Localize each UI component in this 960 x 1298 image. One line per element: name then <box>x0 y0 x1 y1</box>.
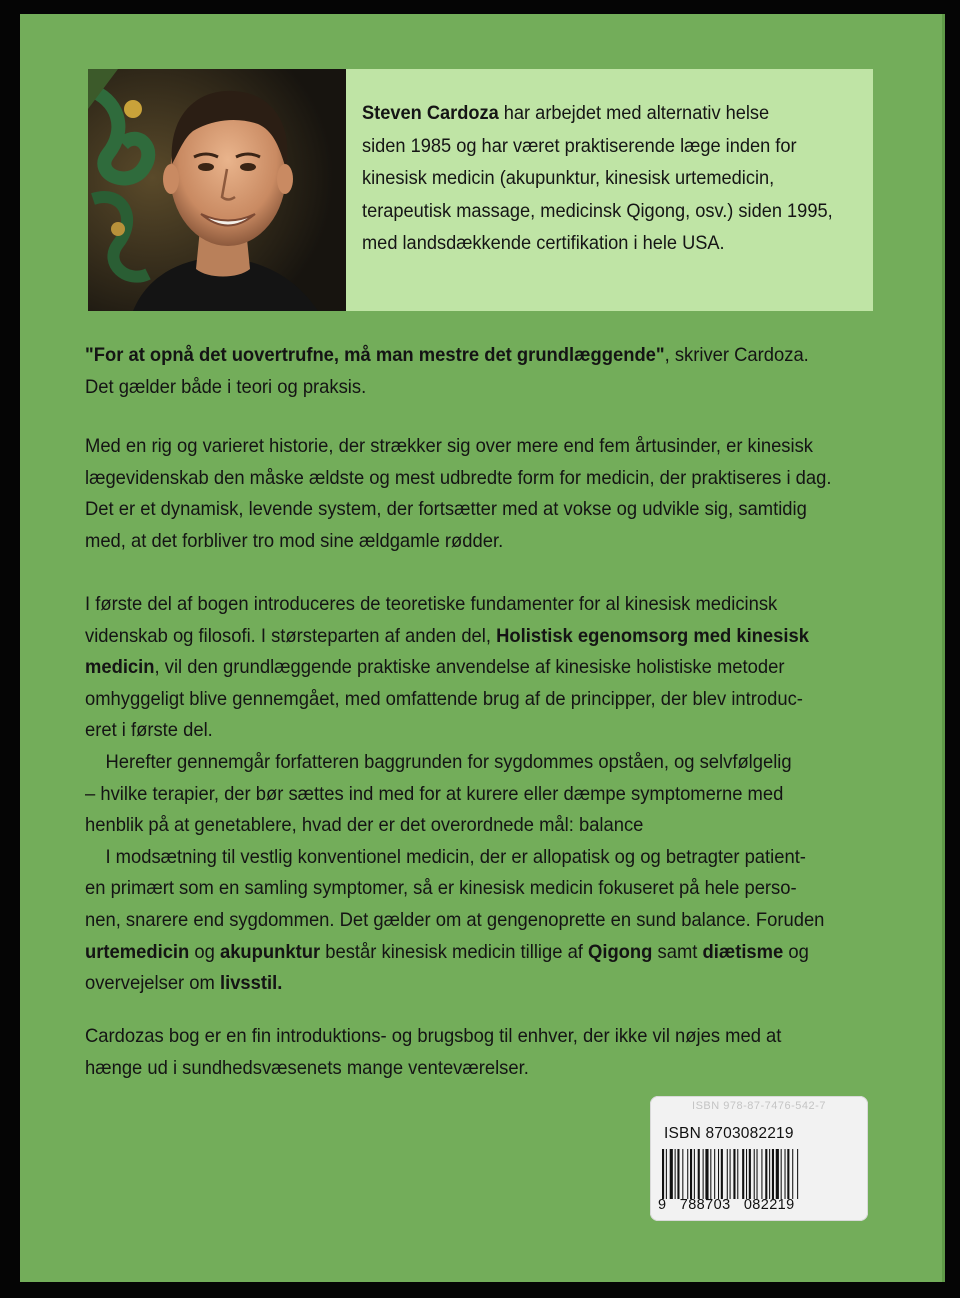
barcode-bar <box>761 1149 762 1199</box>
bio-line-5: med landsdækkende certifikation i hele USA. <box>362 232 725 254</box>
closing-paragraph: Cardozas bog er en fin introduktions- og brugsbog til enhver, der ikke vil nøjes med at hænge ud i sundhedsvæsenets mange venteværelser. <box>85 1025 782 1079</box>
barcode-bar <box>787 1149 789 1199</box>
barcode-bar <box>675 1149 676 1199</box>
bio-line-2: siden 1985 og har været praktiserende læge inden for <box>362 134 797 157</box>
barcode-bar <box>757 1149 758 1199</box>
barcode-bar <box>742 1149 744 1199</box>
barcode-bar <box>677 1149 679 1199</box>
barcode-bar <box>737 1149 738 1199</box>
quote-paragraph: "For at opnå det uovertrufne, må man mestre det grundlæggende", skriver Cardoza. Det gælder både i teori og praksis. <box>85 344 809 398</box>
quote-text: "For at opnå det uovertrufne, må man mestre det grundlæggende" <box>85 344 665 366</box>
history-paragraph: Med en rig og varieret historie, der strækker sig over mere end fem årtusinder, er kinesisk lægevidenskab den måske ældste og mest udbredte form for medicin, der praktiseres i dag. Det er et dynamisk, levende system, der fortsætter med at vokse og udvikle sig, samtidig med, at det forbliver tro mod sine ældgamle rødder. <box>85 435 832 552</box>
barcode-bar <box>705 1149 708 1199</box>
barcode-bar <box>769 1149 770 1199</box>
bio-line-4: terapeutisk massage, medicinsk Qigong, osv.) siden 1995, <box>362 199 833 222</box>
barcode-bar <box>797 1149 798 1199</box>
content-paragraph: I første del af bogen introduceres de teoretiske fundamenter for al kinesisk medicinsk videnskab og filosofi. I størsteparten af anden del, Holistisk egenomsorg med kinesisk medicin, vil den grundlæggende praktiske anvendelse af kinesiske holistiske metoder omhyggeligt blive gennemgået, med omfattende brug af de principper, der blev introduc- eret i første del. Herefter gennemgår forfatteren baggrunden for sygdommes opståen, og selvfølgelig – hvilke terapier, der bør sættes ind med for at kurere eller dæmpe symptomerne med henblik på at genetablere, hvad der er det overordnede mål: balance I modsætning til vestlig konventionel medicin, der er allopatisk og og betragter patient- en primært som en samling symptomer, så er kinesisk medicin fokuseret på hele perso- nen, snarere end sygdommen. Det gælder om at gengenoprette en sund balance. Foruden urtemedicin og akupunktur består kinesisk medicin tillige af Qigong samt diætisme og overvejelser om livsstil. <box>85 593 825 995</box>
cover-edge <box>942 14 945 1282</box>
barcode-bar <box>754 1149 755 1199</box>
barcode-bar <box>670 1149 673 1199</box>
barcode-bar <box>785 1149 786 1199</box>
barcode-bar <box>718 1149 719 1199</box>
book-back-cover <box>20 14 945 1282</box>
isbn-digits: 9 788703 082219 <box>658 1197 795 1213</box>
barcode <box>662 1149 858 1199</box>
barcode-bar <box>698 1149 700 1199</box>
barcode-bar <box>772 1149 774 1199</box>
part-two-title: Holistisk egenomsorg med kinesisk <box>496 624 809 647</box>
barcode-bar <box>781 1149 782 1199</box>
barcode-bar <box>721 1149 723 1199</box>
barcode-bar <box>694 1149 695 1199</box>
bio-line-1: Steven Cardoza har arbejdet med alternativ helse <box>362 102 770 124</box>
barcode-bar <box>746 1149 747 1199</box>
barcode-bar <box>703 1149 704 1199</box>
author-bio-box <box>88 69 873 311</box>
barcode-bar <box>727 1149 728 1199</box>
author-bio-text <box>362 97 833 260</box>
barcode-bar <box>749 1149 751 1199</box>
author-name: Steven Cardoza <box>362 102 499 124</box>
barcode-bar <box>662 1149 664 1199</box>
barcode-bar <box>690 1149 692 1199</box>
isbn-ghost-text: ISBN 978-87-7476-542-7 <box>692 1100 826 1112</box>
bio-line-3: kinesisk medicin (akupunktur, kinesisk urtemedicin, <box>362 167 775 189</box>
isbn-label: ISBN 8703082219 <box>664 1125 794 1142</box>
barcode-bar <box>792 1149 793 1199</box>
barcode-bar <box>776 1149 779 1199</box>
barcode-bar <box>730 1149 731 1199</box>
barcode-bar <box>666 1149 667 1199</box>
barcode-bar <box>687 1149 688 1199</box>
author-photo <box>88 69 346 311</box>
barcode-bar <box>714 1149 715 1199</box>
isbn-barcode-sticker <box>650 1096 868 1221</box>
barcode-bar <box>765 1149 767 1199</box>
barcode-bar <box>733 1149 735 1199</box>
barcode-bar <box>682 1149 683 1199</box>
barcode-bar <box>710 1149 711 1199</box>
